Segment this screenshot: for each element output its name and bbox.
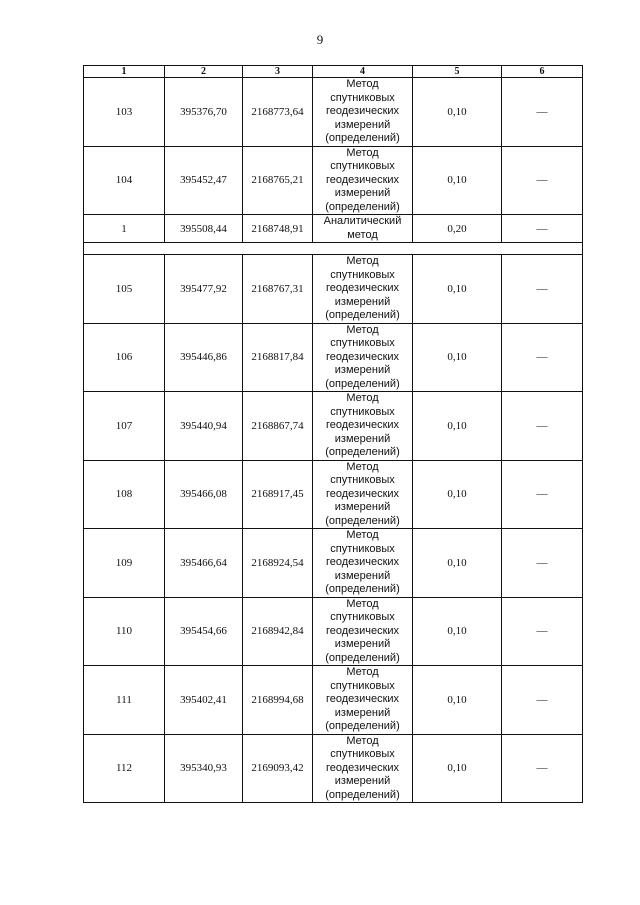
table-row xyxy=(84,529,583,598)
method-line: измерений xyxy=(334,118,391,131)
x-coordinate-cell: 395376,70 xyxy=(165,78,243,147)
point-number-cell: 109 xyxy=(84,529,165,598)
method-cell xyxy=(313,215,413,243)
method-line: спутниковых xyxy=(330,160,395,172)
method-line: Метод xyxy=(346,460,379,473)
method-line: (определений) xyxy=(325,200,400,213)
method-line: измерений xyxy=(334,775,391,787)
method-cell xyxy=(313,597,413,666)
method-line: (определений) xyxy=(325,651,400,664)
point-number-cell: 1 xyxy=(84,215,165,243)
method-line: геодезических xyxy=(325,105,400,117)
table-header-row xyxy=(84,66,583,78)
method-line: измерений xyxy=(334,187,391,199)
accuracy-cell: 0,10 xyxy=(413,323,502,392)
method-line: Метод xyxy=(346,146,379,159)
method-cell xyxy=(313,460,413,529)
x-coordinate-cell: 395466,08 xyxy=(165,460,243,529)
spacer-cell xyxy=(84,243,583,255)
method-line: геодезических xyxy=(325,624,400,637)
method-cell xyxy=(313,78,413,147)
method-line: геодезических xyxy=(325,173,400,186)
method-line: спутниковых xyxy=(330,542,395,555)
table-row xyxy=(84,392,583,461)
y-coordinate-cell: 2168767,31 xyxy=(243,255,313,324)
method-line: измерений xyxy=(334,364,391,376)
coordinates-table xyxy=(83,65,583,803)
point-number-cell: 110 xyxy=(84,597,165,666)
column-header: 5 xyxy=(413,66,502,78)
page-number: 9 xyxy=(316,32,324,47)
method-cell xyxy=(313,392,413,461)
method-line: геодезических xyxy=(325,693,400,705)
accuracy-cell: 0,10 xyxy=(413,734,502,803)
method-line: спутниковых xyxy=(330,611,395,623)
method-line: Метод xyxy=(346,392,379,404)
method-line: измерений xyxy=(334,295,391,308)
method-line: геодезических xyxy=(325,761,400,774)
point-number-cell: 112 xyxy=(84,734,165,803)
y-coordinate-cell: 2168867,74 xyxy=(243,392,313,461)
x-coordinate-cell: 395446,86 xyxy=(165,323,243,392)
note-cell: — xyxy=(502,666,583,735)
column-header: 3 xyxy=(243,66,313,78)
table-row xyxy=(84,460,583,529)
point-number-cell: 107 xyxy=(84,392,165,461)
method-line: спутниковых xyxy=(330,405,395,418)
table-row xyxy=(84,597,583,666)
method-line: (определений) xyxy=(325,514,400,527)
y-coordinate-cell: 2168917,45 xyxy=(243,460,313,529)
method-line: измерений xyxy=(334,432,391,445)
table-row xyxy=(84,666,583,735)
y-coordinate-cell: 2168942,84 xyxy=(243,597,313,666)
y-coordinate-cell: 2168748,91 xyxy=(243,215,313,243)
method-line: (определений) xyxy=(325,446,400,458)
accuracy-cell: 0,20 xyxy=(413,215,502,243)
method-line: (определений) xyxy=(325,377,400,390)
column-header: 2 xyxy=(165,66,243,78)
accuracy-cell: 0,10 xyxy=(413,392,502,461)
table-row xyxy=(84,215,583,243)
point-number-cell: 106 xyxy=(84,323,165,392)
accuracy-cell: 0,10 xyxy=(413,460,502,529)
method-cell xyxy=(313,146,413,215)
method-line: спутниковых xyxy=(330,679,395,692)
method-line: Метод xyxy=(346,734,379,747)
x-coordinate-cell: 395477,92 xyxy=(165,255,243,324)
y-coordinate-cell: 2169093,42 xyxy=(243,734,313,803)
method-cell xyxy=(313,529,413,598)
column-header: 6 xyxy=(502,66,583,78)
method-line: геодезических xyxy=(325,419,400,431)
x-coordinate-cell: 395402,41 xyxy=(165,666,243,735)
x-coordinate-cell: 395454,66 xyxy=(165,597,243,666)
method-line: спутниковых xyxy=(330,748,395,760)
note-cell: — xyxy=(502,597,583,666)
column-header: 1 xyxy=(84,66,165,78)
method-line: геодезических xyxy=(325,282,400,294)
method-line: (определений) xyxy=(325,788,400,801)
table-row xyxy=(84,734,583,803)
x-coordinate-cell: 395508,44 xyxy=(165,215,243,243)
method-line: Аналитический xyxy=(323,215,402,227)
method-line: Метод xyxy=(346,323,379,336)
method-line: геодезических xyxy=(325,350,400,363)
x-coordinate-cell: 395340,93 xyxy=(165,734,243,803)
note-cell: — xyxy=(502,392,583,461)
method-cell xyxy=(313,666,413,735)
accuracy-cell: 0,10 xyxy=(413,529,502,598)
accuracy-cell: 0,10 xyxy=(413,666,502,735)
table-spacer-row xyxy=(84,243,583,255)
x-coordinate-cell: 395440,94 xyxy=(165,392,243,461)
y-coordinate-cell: 2168924,54 xyxy=(243,529,313,598)
accuracy-cell: 0,10 xyxy=(413,597,502,666)
note-cell: — xyxy=(502,460,583,529)
note-cell: — xyxy=(502,255,583,324)
note-cell: — xyxy=(502,215,583,243)
method-line: Метод xyxy=(346,529,379,541)
note-cell: — xyxy=(502,734,583,803)
method-line: (определений) xyxy=(325,583,400,595)
table-row xyxy=(84,323,583,392)
point-number-cell: 104 xyxy=(84,146,165,215)
point-number-cell: 108 xyxy=(84,460,165,529)
method-line: Метод xyxy=(346,666,379,678)
x-coordinate-cell: 395452,47 xyxy=(165,146,243,215)
point-number-cell: 111 xyxy=(84,666,165,735)
point-number-cell: 103 xyxy=(84,78,165,147)
accuracy-cell: 0,10 xyxy=(413,78,502,147)
y-coordinate-cell: 2168994,68 xyxy=(243,666,313,735)
method-line: измерений xyxy=(334,706,391,719)
accuracy-cell: 0,10 xyxy=(413,146,502,215)
table-row xyxy=(84,255,583,324)
method-line: измерений xyxy=(334,638,391,650)
method-line: измерений xyxy=(334,501,391,513)
y-coordinate-cell: 2168765,21 xyxy=(243,146,313,215)
method-line: метод xyxy=(347,228,378,241)
table-row xyxy=(84,146,583,215)
method-line: геодезических xyxy=(325,487,400,500)
method-line: Метод xyxy=(346,255,379,267)
method-line: измерений xyxy=(334,569,391,582)
table-body xyxy=(84,78,583,803)
method-line: геодезических xyxy=(325,556,400,568)
note-cell: — xyxy=(502,323,583,392)
y-coordinate-cell: 2168773,64 xyxy=(243,78,313,147)
point-number-cell: 105 xyxy=(84,255,165,324)
method-cell xyxy=(313,255,413,324)
method-line: спутниковых xyxy=(330,337,395,349)
method-line: Метод xyxy=(346,78,379,90)
method-cell xyxy=(313,323,413,392)
method-line: спутниковых xyxy=(330,268,395,281)
method-line: (определений) xyxy=(325,309,400,321)
method-cell xyxy=(313,734,413,803)
column-header: 4 xyxy=(313,66,413,78)
method-line: спутниковых xyxy=(330,474,395,486)
accuracy-cell: 0,10 xyxy=(413,255,502,324)
note-cell: — xyxy=(502,529,583,598)
note-cell: — xyxy=(502,146,583,215)
y-coordinate-cell: 2168817,84 xyxy=(243,323,313,392)
method-line: (определений) xyxy=(325,132,400,144)
method-line: спутниковых xyxy=(330,91,395,104)
table-row xyxy=(84,78,583,147)
method-line: (определений) xyxy=(325,720,400,732)
x-coordinate-cell: 395466,64 xyxy=(165,529,243,598)
note-cell: — xyxy=(502,78,583,147)
method-line: Метод xyxy=(346,597,379,610)
